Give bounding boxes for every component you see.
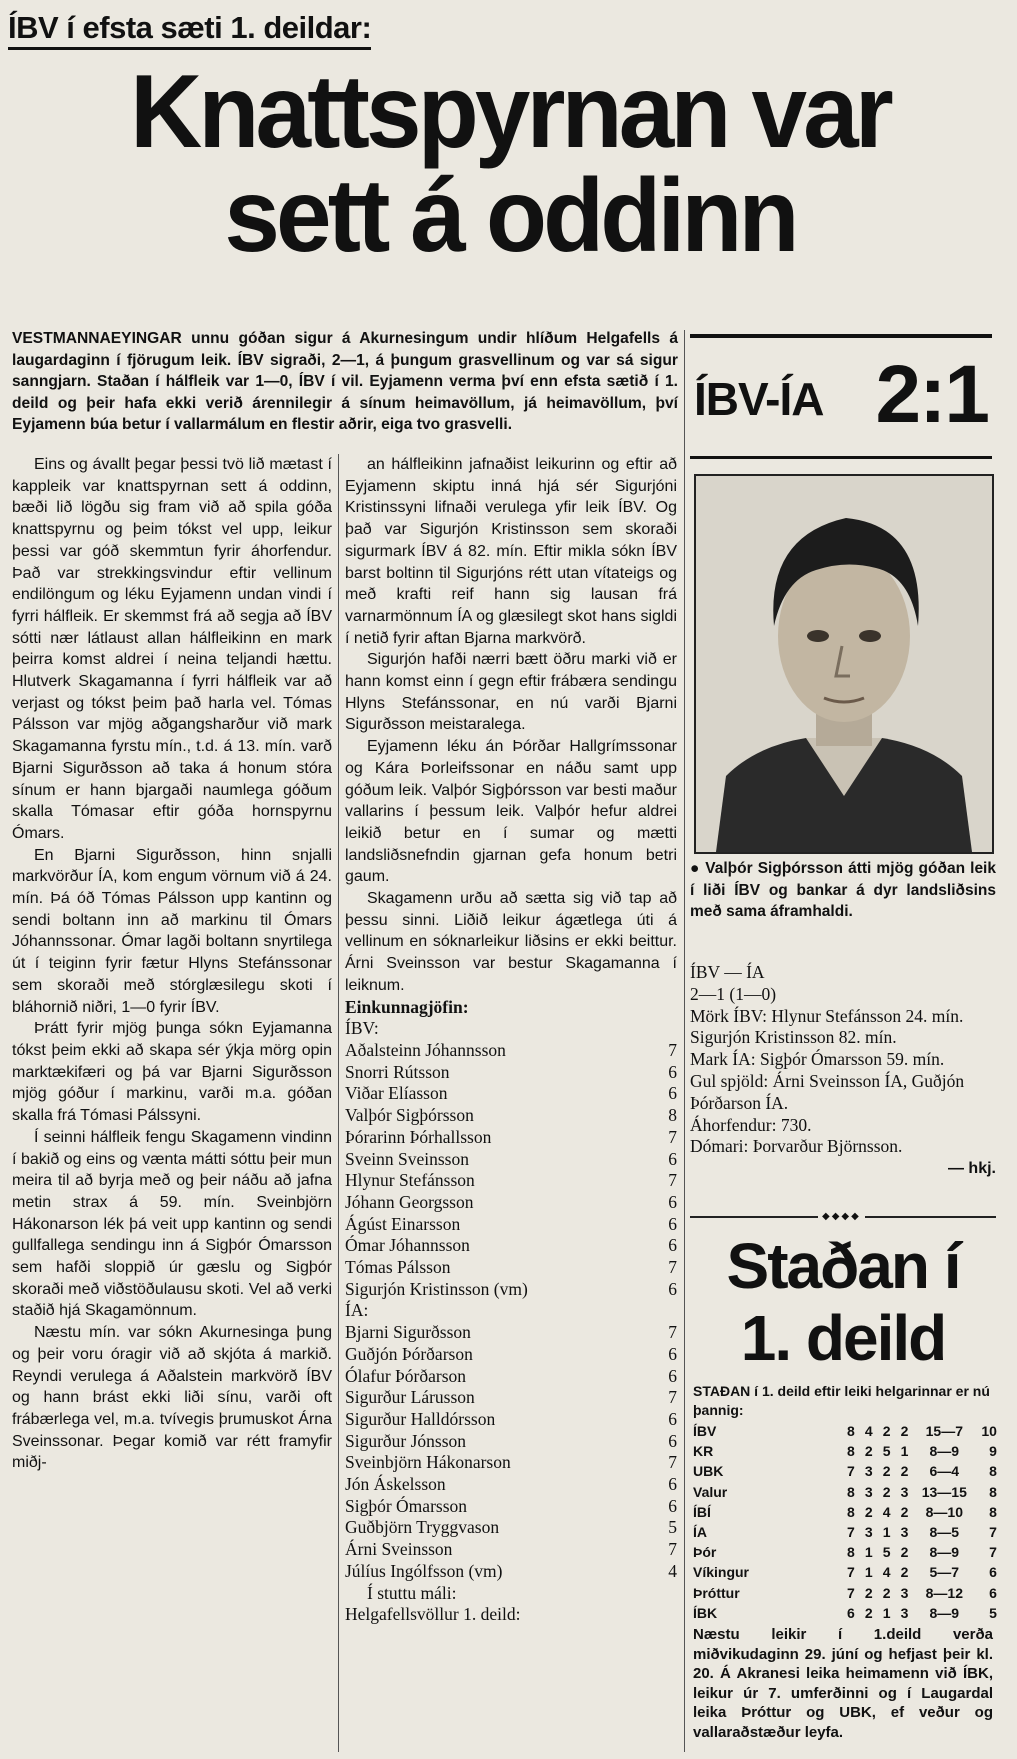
player-name: Hlynur Stefánsson <box>345 1170 475 1191</box>
score-value: 2:1 <box>875 349 988 440</box>
player-name: Aðalsteinn Jóhannsson <box>345 1039 506 1060</box>
player-name: Sigurjón Kristinsson (vm) <box>345 1278 528 1299</box>
wins: 3 <box>864 1524 873 1541</box>
team-name: ÍBÍ <box>693 1503 711 1520</box>
player-grade: 7 <box>668 1126 677 1147</box>
column-divider <box>338 454 339 1752</box>
player-name: Valþór Sigþórsson <box>345 1105 474 1126</box>
player-name: Ágúst Einarsson <box>345 1213 461 1234</box>
goals-ibv: Mörk ÍBV: Hlynur Stefánsson 24. mín. Sigurjón Kristinsson 82. mín. <box>690 1005 964 1048</box>
player-photo <box>694 474 994 854</box>
player-grade: 7 <box>668 1170 677 1191</box>
kicker-headline: ÍBV í efsta sæti 1. deildar: <box>8 10 371 50</box>
player-row <box>345 1105 677 1127</box>
player-row <box>345 1496 677 1518</box>
draws: 4 <box>882 1503 891 1520</box>
points: 7 <box>989 1524 997 1541</box>
player-row <box>345 1344 677 1366</box>
player-grade: 6 <box>668 1365 677 1386</box>
wins: 1 <box>864 1544 873 1561</box>
player-grade: 6 <box>668 1495 677 1516</box>
player-grade: 8 <box>668 1105 677 1126</box>
played: 7 <box>847 1564 855 1581</box>
wins: 3 <box>864 1463 873 1480</box>
paragraph: Næstu mín. var sókn Akurnesinga þung og þeir voru óragir við að skjóta á markið. Reyndi verulega á Aðalstein markvörð ÍBV og hann brást ekki liði sínu, varði oft frábærlega vel, m.a. tvívegis þrumuskot Árna Sveinssonar. Þegar komið var rétt framyfir miðj- <box>12 1324 332 1472</box>
goal-difference: 8—9 <box>929 1544 960 1561</box>
article-column-1 <box>12 454 332 1474</box>
standings-title-line-1: Staðan í <box>726 1230 960 1302</box>
standings-row <box>693 1421 997 1441</box>
standings-row <box>693 1502 997 1522</box>
paragraph: Eyjamenn léku án Þórðar Hallgrímssonar og Kára Þorleifssonar en náðu samt upp góðum leik. Valþór Sigþórsson var besti maður vallarins í þessum leik. Valþór hefur aldrei leikið betur en í sumar og mætti landsliðsnefndin gjarnan gefa honum betri gaum. <box>345 738 677 886</box>
player-name: Jón Áskelsson <box>345 1474 446 1495</box>
played: 8 <box>847 1544 855 1561</box>
team-name: Þróttur <box>693 1584 740 1601</box>
paragraph: an hálfleikinn jafnaðist leikurinn og eftir að Eyjamenn skiptu inná hjá sér Sigurjóni Kristinssyni lifnaði verulega yfir leik ÍBV. Og það var Sigurjón Kristinsson sem skoraði sigurmark ÍBV á 82. mín. Eftir mikla sókn ÍBV barst boltinn til Sigurjóns rétt utan vítateigs og með krafti reif hann sig lausan frá varnarmönnum ÍA og glæsilegt skot hans sigldi í netið fyrir aftan Bjarna markvörð. <box>345 456 677 647</box>
player-grade: 6 <box>668 1343 677 1364</box>
team-name: KR <box>693 1443 714 1460</box>
section-divider <box>690 1211 996 1222</box>
player-row <box>345 1452 677 1474</box>
main-headline <box>49 54 971 274</box>
player-grade: 6 <box>668 1278 677 1299</box>
player-name: Sveinbjörn Hákonarson <box>345 1452 511 1473</box>
goal-difference: 8—10 <box>925 1503 963 1520</box>
player-row <box>345 1474 677 1496</box>
player-name: Guðbjörn Tryggvason <box>345 1517 500 1538</box>
player-grade: 7 <box>668 1452 677 1473</box>
losses: 3 <box>900 1604 909 1621</box>
player-grade: 6 <box>668 1235 677 1256</box>
player-row <box>345 1170 677 1192</box>
player-row <box>345 1235 677 1257</box>
author-signature: — hkj. <box>947 1160 996 1178</box>
points: 6 <box>989 1564 997 1581</box>
draws: 1 <box>882 1524 891 1541</box>
points: 7 <box>989 1544 997 1561</box>
draws: 1 <box>882 1604 891 1621</box>
player-name: Sigurður Halldórsson <box>345 1408 496 1429</box>
player-name: Árni Sveinsson <box>345 1539 453 1560</box>
lead-paragraph: VESTMANNAEYINGAR unnu góðan sigur á Akurnesingum undir hlíðum Helgafells á laugardaginn í fjörugum leik. ÍBV sigraði, 2—1, á þungum grasvellinum og var sá sigur sanngjarn. Staðan í hálfleik var 1—0, ÍBV í vil. Eyjamenn verma því enn efsta sætið í 1. deild og þeir hafa ekki verið árennilegir á sínum heimavöllum, já heimavöllum, því Eyjamenn búa betur í vallarmálum en flestir aðrir, eiga tvo grasvelli. <box>12 330 678 433</box>
paragraph: Eins og ávallt þegar þessi tvö lið mætast í kappleik var knattspyrnan sett á oddinn, bæði lið lögðu sig fram við að spila góða knattspyrnu og þeim tókst vel upp, leikur þessi var góð skemmtun fyrir áhorfendur. Það var strekkingsvindur eftir vellinum endilöngum og léku Eyjamenn undan vindi í fyrri hálfleik. Er skemmst frá að segja að ÍBV sótti nær látlaust allan hálfleikinn en mark þeirra komst aldrei í neina teljandi hættu. Hlutverk Skagamanna í fyrri hálfleik var að verjast og tókst þeim það harla vel. Tómas Pálsson var mjög aðgangsharður við mark Skagamanna fyrstu mín., t.d. á 13. mín. varð Bjarni Sigurðsson að taka á honum stóra sínum er hann bjargaði naumlega góðum skalla Tómasar eftir góða hornspyrnu Ómars. <box>12 456 332 842</box>
standings-title <box>690 1230 996 1374</box>
draws: 2 <box>882 1423 891 1439</box>
ratings-title: Einkunnagjöfin: <box>345 996 469 1017</box>
referee: Dómari: Þorvarður Björnsson. <box>690 1136 903 1157</box>
team-ibv-list <box>345 1040 677 1300</box>
player-name: Þórarinn Þórhallsson <box>345 1126 492 1147</box>
goal-difference: 13—15 <box>921 1483 967 1500</box>
headline-line-2: sett á oddinn <box>224 158 796 274</box>
paragraph: Skagamenn urðu að sætta sig við tap að þessu sinni. Liðið leikur ágætlega úti á vellinum en sóknarleikur liðsins er ekki beittur. Árni Sveinsson var bestur Skagamanna í leiknum. <box>345 890 677 994</box>
player-portrait-image <box>696 476 992 852</box>
player-ratings <box>345 997 677 1626</box>
player-row <box>345 1279 677 1301</box>
standings-row <box>693 1603 997 1623</box>
player-grade: 4 <box>668 1560 677 1581</box>
player-grade: 6 <box>668 1191 677 1212</box>
player-name: Ólafur Þórðarson <box>345 1365 467 1386</box>
goal-difference: 5—7 <box>929 1564 960 1581</box>
wins: 3 <box>864 1483 873 1500</box>
summary-title: Í stuttu máli: <box>367 1582 457 1603</box>
ornament-icon: ◆◆◆◆ <box>818 1211 865 1222</box>
played: 6 <box>847 1604 855 1621</box>
player-grade: 6 <box>668 1213 677 1234</box>
played: 7 <box>847 1584 855 1601</box>
player-grade: 7 <box>668 1539 677 1560</box>
score-box <box>690 334 992 460</box>
standings-row <box>693 1562 997 1582</box>
draws: 5 <box>882 1544 891 1561</box>
player-row <box>345 1387 677 1409</box>
goal-difference: 8—9 <box>929 1604 960 1621</box>
standings-row <box>693 1542 997 1562</box>
player-grade: 6 <box>668 1430 677 1451</box>
points: 9 <box>989 1443 997 1460</box>
team-name: UBK <box>693 1463 724 1480</box>
draws: 2 <box>882 1463 891 1480</box>
draws: 4 <box>882 1564 891 1581</box>
team-ia-list <box>345 1322 677 1582</box>
played: 8 <box>847 1503 855 1520</box>
player-row <box>345 1366 677 1388</box>
draws: 2 <box>882 1584 891 1601</box>
losses: 2 <box>900 1463 909 1480</box>
player-name: Tómas Pálsson <box>345 1257 451 1278</box>
player-name: Sigþór Ómarsson <box>345 1495 468 1516</box>
player-name: Snorri Rútsson <box>345 1061 450 1082</box>
paragraph: Þrátt fyrir mjög þunga sókn Eyjamanna tókst þeim ekki að skapa sér ýkja mörg opin marktækifæri og þá var Bjarni Sigurðsson mjög góður í markinu, varði m.a. góðan skalla frá Tómasi Pálssyni. <box>12 1020 332 1125</box>
team-name: ÍA <box>693 1524 707 1541</box>
wins: 2 <box>864 1443 873 1460</box>
points: 10 <box>981 1423 997 1439</box>
paragraph: Í seinni hálfleik fengu Skagamenn vindinn í bakið og eins og vænta mátti sóttu þeir mun meira til að byrja með og þeir náðu að jafna metin strax á 59. mín. Sveinbjörn Hákonarson lék þá veit upp kantinn og sendi gullfallega sendingu inn á Sigþór Ómarsson sem hafði sloppið úr gæslu og Sigþór skoraði með viðstöðulausu skoti. Vel að verki staðið hjá Skagamönnum. <box>12 1128 332 1320</box>
goal-difference: 6—4 <box>929 1463 960 1480</box>
attendance: Áhorfendur: 730. <box>690 1114 812 1135</box>
team-heading-ibv: ÍBV: <box>345 1018 379 1039</box>
goal-difference: 15—7 <box>925 1423 963 1439</box>
player-row <box>345 1192 677 1214</box>
player-row <box>345 1149 677 1171</box>
losses: 1 <box>900 1443 909 1460</box>
standings-table <box>693 1421 997 1623</box>
player-grade: 5 <box>668 1517 677 1538</box>
player-grade: 6 <box>668 1083 677 1104</box>
losses: 3 <box>900 1483 909 1500</box>
yellow-cards: Gul spjöld: Árni Sveinsson ÍA, Guðjón Þórðarson ÍA. <box>690 1070 965 1113</box>
headline-line-1: Knattspyrnan var <box>130 54 890 170</box>
match-score: 2—1 (1—0) <box>690 983 777 1004</box>
player-row <box>345 1062 677 1084</box>
player-row <box>345 1040 677 1062</box>
summary-venue: Helgafellsvöllur 1. deild: <box>345 1604 521 1625</box>
losses: 2 <box>900 1564 909 1581</box>
player-name: Guðjón Þórðarson <box>345 1343 473 1364</box>
standings-title-line-2: 1. deild <box>740 1302 946 1374</box>
player-row <box>345 1127 677 1149</box>
standings-row <box>693 1482 997 1502</box>
wins: 4 <box>864 1423 873 1439</box>
player-row <box>345 1214 677 1236</box>
team-name: ÍBK <box>693 1604 718 1621</box>
player-row <box>345 1561 677 1583</box>
player-name: Bjarni Sigurðsson <box>345 1322 471 1343</box>
losses: 2 <box>900 1423 909 1439</box>
played: 8 <box>847 1423 855 1439</box>
wins: 2 <box>864 1604 873 1621</box>
played: 7 <box>847 1463 855 1480</box>
player-name: Sigurður Jónsson <box>345 1430 467 1451</box>
standings-intro: STAÐAN í 1. deild eftir leiki helgarinnar er nú þannig: <box>693 1383 990 1418</box>
played: 7 <box>847 1524 855 1541</box>
player-grade: 7 <box>668 1387 677 1408</box>
standings-row <box>693 1583 997 1603</box>
photo-caption: ● Valþór Sigþórsson átti mjög góðan leik í liði ÍBV og bankar á dyr landsliðsins með sama áframhaldi. <box>690 860 996 920</box>
losses: 2 <box>900 1544 909 1561</box>
player-name: Sveinn Sveinsson <box>345 1148 469 1169</box>
goal-difference: 8—9 <box>929 1443 960 1460</box>
player-row <box>345 1517 677 1539</box>
points: 5 <box>989 1604 997 1621</box>
article-column-2 <box>345 454 677 1626</box>
paragraph: Sigurjón hafði nærri bætt öðru marki við er hann komst einn í gegn eftir frábæra sendingu Hlyns Stefánssonar, en nú varði Bjarni Sigurðsson meistaralega. <box>345 651 677 734</box>
standings-row <box>693 1441 997 1461</box>
losses: 3 <box>900 1584 909 1601</box>
points: 8 <box>989 1503 997 1520</box>
standings-row <box>693 1522 997 1542</box>
team-name: Víkingur <box>693 1564 750 1581</box>
draws: 5 <box>882 1443 891 1460</box>
player-row <box>345 1322 677 1344</box>
points: 8 <box>989 1483 997 1500</box>
points: 6 <box>989 1584 997 1601</box>
player-grade: 6 <box>668 1148 677 1169</box>
player-grade: 7 <box>668 1039 677 1060</box>
player-row <box>345 1539 677 1561</box>
player-name: Ómar Jóhannsson <box>345 1235 470 1256</box>
player-name: Viðar Elíasson <box>345 1083 448 1104</box>
player-grade: 7 <box>668 1322 677 1343</box>
player-grade: 6 <box>668 1061 677 1082</box>
played: 8 <box>847 1483 855 1500</box>
match-summary <box>690 962 996 1180</box>
column-divider <box>684 330 685 1752</box>
played: 8 <box>847 1443 855 1460</box>
next-matches: Næstu leikir í 1.deild verða miðvikudaginn 29. júní og hefjast þeir kl. 20. Á Akranesi leika heimamenn við ÍBK, leikur úr 7. umferðinni og í Laugardal leika Þróttur og UBK, ef veður og vallaraðstæður leyfa. <box>693 1626 993 1741</box>
score-underline <box>690 456 992 459</box>
player-grade: 6 <box>668 1408 677 1429</box>
player-row <box>345 1257 677 1279</box>
points: 8 <box>989 1463 997 1480</box>
paragraph: En Bjarni Sigurðsson, hinn snjalli markvörður ÍA, kom engum vörnum við á 24. mín. Þá óð Tómas Pálsson upp kantinn og sendi boltann inn að markinu til Ómars Jóhannssonar. Ómar lagði boltann snyrtilega út í teiginn fyrir fætur Hlyns Stefánssonar sem skoraði með stórglæsilegu skoti í bláhornið niðri, 1—0 fyrir ÍBV. <box>12 846 332 1016</box>
score-teams: ÍBV-ÍA <box>694 373 824 425</box>
losses: 3 <box>900 1524 909 1541</box>
player-name: Sigurður Lárusson <box>345 1387 475 1408</box>
team-name: ÍBV <box>693 1423 717 1439</box>
wins: 2 <box>864 1503 873 1520</box>
losses: 2 <box>900 1503 909 1520</box>
player-grade: 7 <box>668 1257 677 1278</box>
goal-difference: 8—5 <box>929 1524 960 1541</box>
team-heading-ia: ÍA: <box>345 1300 369 1321</box>
player-row <box>345 1431 677 1453</box>
goals-ia: Mark ÍA: Sigþór Ómarsson 59. mín. <box>690 1049 945 1070</box>
player-grade: 6 <box>668 1474 677 1495</box>
wins: 2 <box>864 1584 873 1601</box>
team-name: Valur <box>693 1483 728 1500</box>
player-name: Júlíus Ingólfsson (vm) <box>345 1560 503 1581</box>
goal-difference: 8—12 <box>925 1584 963 1601</box>
standings-row <box>693 1461 997 1481</box>
wins: 1 <box>864 1564 873 1581</box>
match-teams: ÍBV — ÍA <box>690 962 765 982</box>
team-name: Þór <box>693 1544 717 1561</box>
player-row <box>345 1083 677 1105</box>
player-name: Jóhann Georgsson <box>345 1191 474 1212</box>
player-row <box>345 1409 677 1431</box>
draws: 2 <box>882 1483 891 1500</box>
